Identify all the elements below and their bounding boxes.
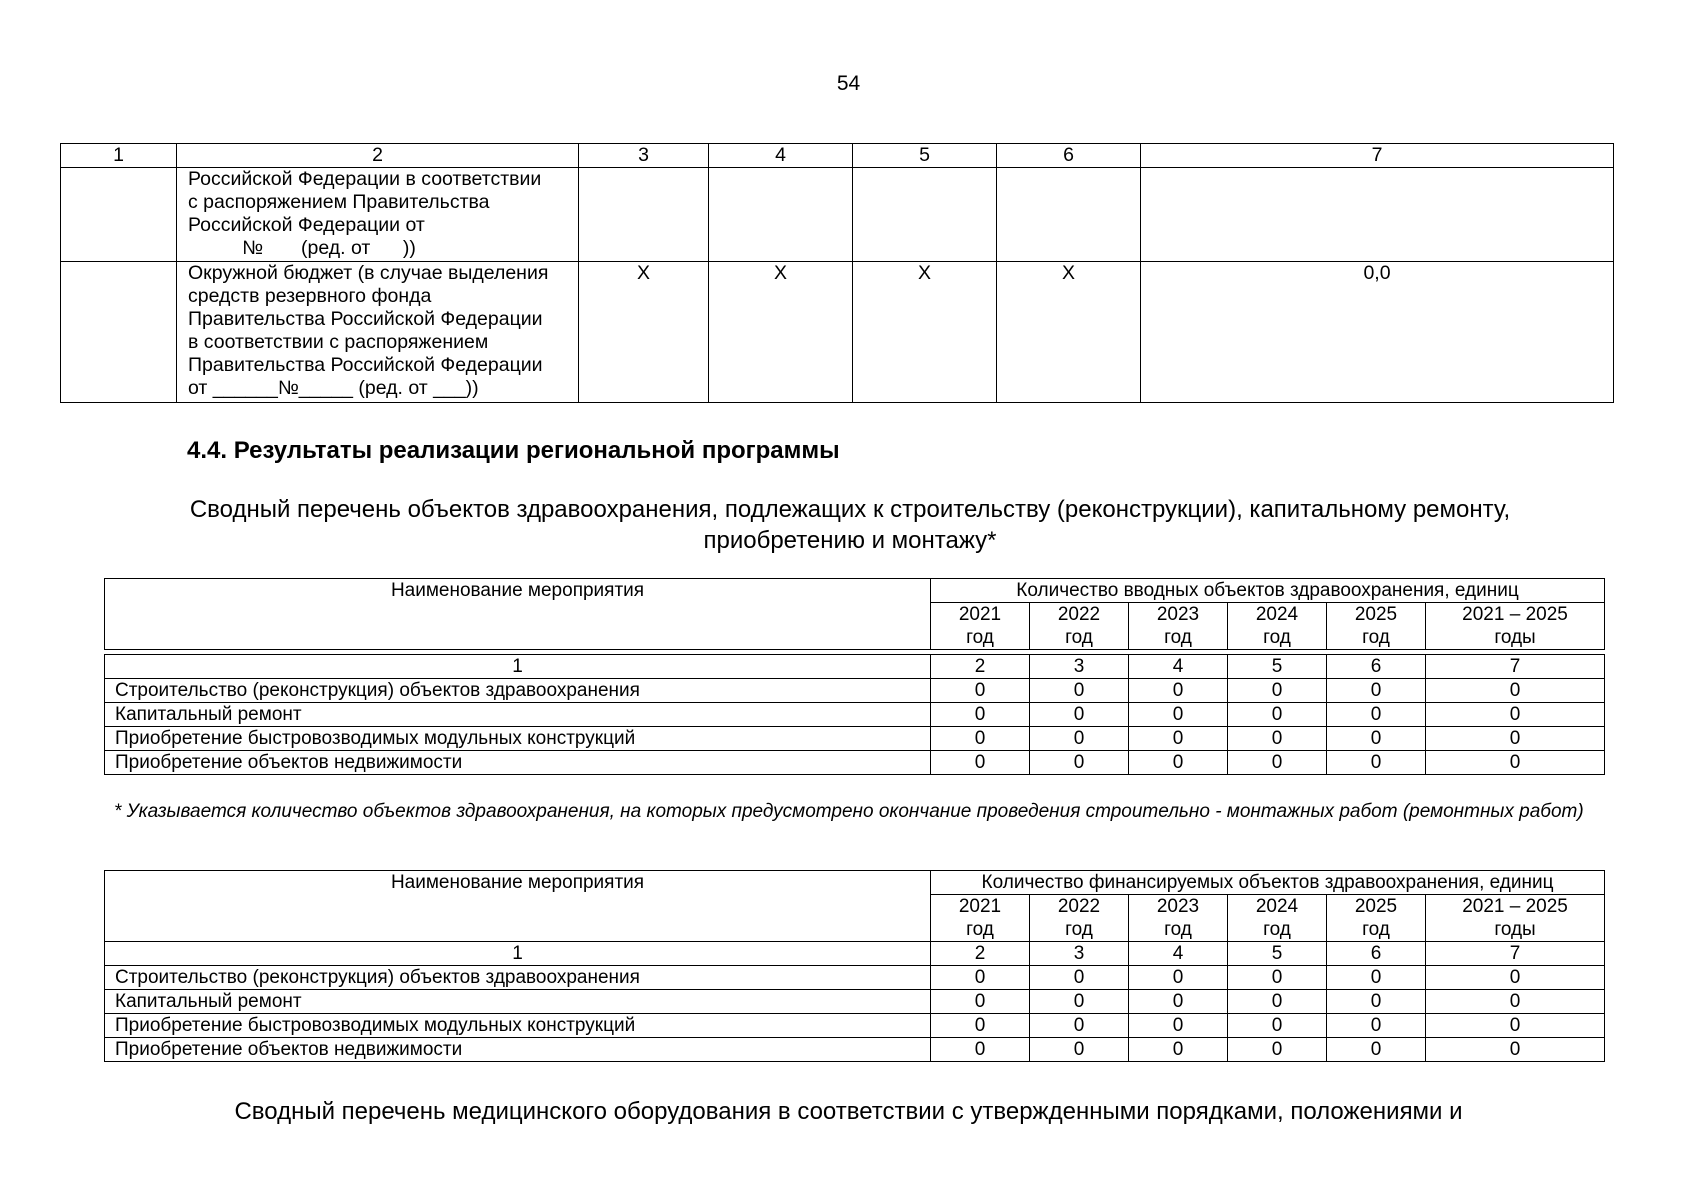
value-cell: 0 bbox=[931, 703, 1030, 727]
cell-text-line: Правительства Российской Федерации bbox=[188, 308, 543, 330]
cell-text-line: № (ред. от )) bbox=[188, 237, 416, 259]
year-unit: год bbox=[1065, 919, 1093, 940]
year-header bbox=[1327, 895, 1426, 942]
year-label: 2022 bbox=[1057, 896, 1101, 917]
value-cell: 0 bbox=[1426, 990, 1605, 1014]
value-cell: 0 bbox=[1129, 703, 1228, 727]
value-cell: 0 bbox=[1030, 703, 1129, 727]
page-number: 54 bbox=[836, 72, 861, 95]
table-row bbox=[105, 703, 1605, 727]
value-cell: 0 bbox=[1426, 703, 1605, 727]
cell-text-line: Окружной бюджет (в случае выделения bbox=[188, 262, 549, 284]
year-header bbox=[1030, 603, 1129, 650]
value-cell: 0 bbox=[1228, 1014, 1327, 1038]
column-number-cell: 1 bbox=[61, 144, 177, 168]
group-column-header: Количество вводных объектов здравоохранения, единиц bbox=[931, 579, 1605, 603]
value-cell: 0 bbox=[1228, 703, 1327, 727]
value-cell: 0 bbox=[1426, 727, 1605, 751]
value-cell: 0 bbox=[1426, 966, 1605, 990]
value-cell: 0 bbox=[1426, 1014, 1605, 1038]
year-header bbox=[1327, 603, 1426, 650]
table-header-row bbox=[105, 871, 1605, 895]
table-row bbox=[105, 751, 1605, 775]
year-unit: год bbox=[1362, 627, 1390, 648]
year-header bbox=[1129, 895, 1228, 942]
cell-text-line: Российской Федерации в соответствии bbox=[188, 168, 542, 190]
value-cell: 0 bbox=[931, 1014, 1030, 1038]
table-row bbox=[105, 990, 1605, 1014]
table-cell: X bbox=[997, 262, 1141, 403]
cell-text-line: Российской Федерации от bbox=[188, 214, 425, 236]
cell-text-line: средств резервного фонда bbox=[188, 285, 432, 307]
activity-name-cell: Приобретение объектов недвижимости bbox=[105, 751, 931, 775]
value-cell: 0 bbox=[1426, 679, 1605, 703]
table-cell: X bbox=[709, 262, 853, 403]
value-cell: 0 bbox=[1327, 679, 1426, 703]
name-column-header: Наименование мероприятия bbox=[105, 579, 931, 650]
year-label: 2021 – 2025 bbox=[1462, 604, 1568, 625]
activity-name-cell: Приобретение быстровозводимых модульных конструкций bbox=[105, 1014, 931, 1038]
funded-objects-table bbox=[104, 870, 1605, 1062]
year-header bbox=[1426, 895, 1605, 942]
column-number-cell: 2 bbox=[931, 655, 1030, 679]
table-row bbox=[105, 1038, 1605, 1062]
year-header bbox=[1030, 895, 1129, 942]
year-unit: год bbox=[966, 919, 994, 940]
value-cell: 0 bbox=[1228, 679, 1327, 703]
value-cell: 0 bbox=[1327, 1014, 1426, 1038]
activity-name-cell: Строительство (реконструкция) объектов здравоохранения bbox=[105, 679, 931, 703]
year-unit: годы bbox=[1494, 627, 1536, 648]
table-cell bbox=[709, 168, 853, 262]
column-number-cell: 7 bbox=[1426, 655, 1605, 679]
year-label: 2021 bbox=[958, 896, 1002, 917]
value-cell: 0 bbox=[931, 727, 1030, 751]
table-cell: X bbox=[853, 262, 997, 403]
year-header bbox=[931, 895, 1030, 942]
value-cell: 0 bbox=[1327, 990, 1426, 1014]
cell-text-line: в соответствии с распоряжением bbox=[188, 331, 489, 353]
budget-continuation-table bbox=[60, 143, 1614, 403]
value-cell: 0 bbox=[1228, 966, 1327, 990]
table-row bbox=[105, 727, 1605, 751]
input-objects-table bbox=[104, 654, 1605, 775]
column-number-cell: 3 bbox=[1030, 655, 1129, 679]
column-number-cell: 4 bbox=[1129, 655, 1228, 679]
column-number-cell: 4 bbox=[709, 144, 853, 168]
value-cell: 0 bbox=[1327, 1038, 1426, 1062]
table-cell bbox=[1141, 168, 1614, 262]
year-header bbox=[1228, 895, 1327, 942]
value-cell: 0 bbox=[1129, 1038, 1228, 1062]
column-number-cell: 1 bbox=[105, 655, 931, 679]
year-label: 2022 bbox=[1057, 604, 1101, 625]
main-title-line: приобретению и монтажу* bbox=[703, 527, 997, 554]
table-cell: X bbox=[579, 262, 709, 403]
name-column-header: Наименование мероприятия bbox=[105, 871, 931, 942]
value-cell: 0 bbox=[1030, 751, 1129, 775]
year-label: 2024 bbox=[1255, 896, 1299, 917]
value-cell: 0 bbox=[1030, 1014, 1129, 1038]
value-cell: 0 bbox=[1228, 1038, 1327, 1062]
column-number-cell: 6 bbox=[1327, 655, 1426, 679]
table-header-row bbox=[61, 144, 1614, 168]
activity-name-cell: Строительство (реконструкция) объектов здравоохранения bbox=[105, 966, 931, 990]
column-numbering-row bbox=[105, 655, 1605, 679]
column-number-cell: 5 bbox=[1228, 655, 1327, 679]
year-unit: год bbox=[1164, 919, 1192, 940]
value-cell: 0 bbox=[1426, 751, 1605, 775]
section-heading: 4.4. Результаты реализации региональной программы bbox=[187, 437, 840, 464]
year-unit: год bbox=[1065, 627, 1093, 648]
value-cell: 0 bbox=[1030, 990, 1129, 1014]
cell-text-line: от ______№_____ (ред. от ___)) bbox=[188, 377, 479, 399]
activity-name-cell: Приобретение быстровозводимых модульных конструкций bbox=[105, 727, 931, 751]
year-unit: год bbox=[1263, 627, 1291, 648]
input-objects-table-header bbox=[104, 578, 1605, 650]
bottom-section-title: Сводный перечень медицинского оборудования в соответствии с утвержденными порядками, положениями и bbox=[234, 1098, 1463, 1125]
value-cell: 0 bbox=[1327, 751, 1426, 775]
table-cell bbox=[853, 168, 997, 262]
year-header bbox=[1426, 603, 1605, 650]
table-row bbox=[105, 1014, 1605, 1038]
table-cell bbox=[579, 168, 709, 262]
value-cell: 0 bbox=[1129, 751, 1228, 775]
column-number-cell: 2 bbox=[931, 942, 1030, 966]
budget-source-cell bbox=[177, 168, 579, 262]
year-header bbox=[931, 603, 1030, 650]
column-number-cell: 6 bbox=[1327, 942, 1426, 966]
activity-name-cell: Приобретение объектов недвижимости bbox=[105, 1038, 931, 1062]
value-cell: 0 bbox=[931, 679, 1030, 703]
year-unit: год bbox=[966, 627, 994, 648]
value-cell: 0 bbox=[1228, 727, 1327, 751]
main-title-line: Сводный перечень объектов здравоохранения, подлежащих к строительству (реконструкции), капитальному ремонту, bbox=[189, 496, 1511, 523]
value-cell: 0 bbox=[1129, 679, 1228, 703]
column-number-cell: 5 bbox=[1228, 942, 1327, 966]
year-label: 2021 bbox=[958, 604, 1002, 625]
value-cell: 0 bbox=[931, 1038, 1030, 1062]
value-cell: 0 bbox=[1129, 1014, 1228, 1038]
value-cell: 0 bbox=[1327, 727, 1426, 751]
table-cell bbox=[61, 168, 177, 262]
value-cell: 0 bbox=[1129, 966, 1228, 990]
column-number-cell: 2 bbox=[177, 144, 579, 168]
year-label: 2025 bbox=[1354, 604, 1398, 625]
table-row bbox=[61, 168, 1614, 262]
group-column-header: Количество финансируемых объектов здравоохранения, единиц bbox=[931, 871, 1605, 895]
table-cell bbox=[61, 262, 177, 403]
year-label: 2023 bbox=[1156, 896, 1200, 917]
year-label: 2023 bbox=[1156, 604, 1200, 625]
footnote: * Указывается количество объектов здравоохранения, на которых предусмотрено окончание проведения строительно - монтажных работ (ремонтных работ) bbox=[114, 801, 1584, 822]
column-number-cell: 7 bbox=[1141, 144, 1614, 168]
activity-name-cell: Капитальный ремонт bbox=[105, 990, 931, 1014]
value-cell: 0 bbox=[1327, 966, 1426, 990]
table-row bbox=[61, 262, 1614, 403]
value-cell: 0 bbox=[1228, 751, 1327, 775]
value-cell: 0 bbox=[1129, 990, 1228, 1014]
value-cell: 0 bbox=[1327, 703, 1426, 727]
year-label: 2024 bbox=[1255, 604, 1299, 625]
column-number-cell: 3 bbox=[1030, 942, 1129, 966]
column-number-cell: 4 bbox=[1129, 942, 1228, 966]
year-unit: год bbox=[1164, 627, 1192, 648]
column-numbering-row bbox=[105, 942, 1605, 966]
table-row bbox=[105, 679, 1605, 703]
year-unit: год bbox=[1263, 919, 1291, 940]
year-label: 2021 – 2025 bbox=[1462, 896, 1568, 917]
budget-source-cell bbox=[177, 262, 579, 403]
year-header bbox=[1129, 603, 1228, 650]
value-cell: 0 bbox=[931, 751, 1030, 775]
value-cell: 0 bbox=[931, 990, 1030, 1014]
value-cell: 0 bbox=[1030, 727, 1129, 751]
table-row bbox=[105, 966, 1605, 990]
value-cell: 0 bbox=[931, 966, 1030, 990]
year-unit: годы bbox=[1494, 919, 1536, 940]
cell-text-line: с распоряжением Правительства bbox=[188, 191, 490, 213]
activity-name-cell: Капитальный ремонт bbox=[105, 703, 931, 727]
value-cell: 0 bbox=[1228, 990, 1327, 1014]
table-header-row bbox=[105, 579, 1605, 603]
column-number-cell: 5 bbox=[853, 144, 997, 168]
value-cell: 0 bbox=[1030, 966, 1129, 990]
year-label: 2025 bbox=[1354, 896, 1398, 917]
cell-text-line: Правительства Российской Федерации bbox=[188, 354, 543, 376]
year-unit: год bbox=[1362, 919, 1390, 940]
column-number-cell: 6 bbox=[997, 144, 1141, 168]
value-cell: 0 bbox=[1030, 679, 1129, 703]
year-header bbox=[1228, 603, 1327, 650]
table-cell bbox=[997, 168, 1141, 262]
value-cell: 0 bbox=[1129, 727, 1228, 751]
column-number-cell: 3 bbox=[579, 144, 709, 168]
column-number-cell: 7 bbox=[1426, 942, 1605, 966]
column-number-cell: 1 bbox=[105, 942, 931, 966]
value-cell: 0 bbox=[1030, 1038, 1129, 1062]
table-cell: 0,0 bbox=[1141, 262, 1614, 403]
main-title bbox=[110, 494, 1590, 556]
value-cell: 0 bbox=[1426, 1038, 1605, 1062]
